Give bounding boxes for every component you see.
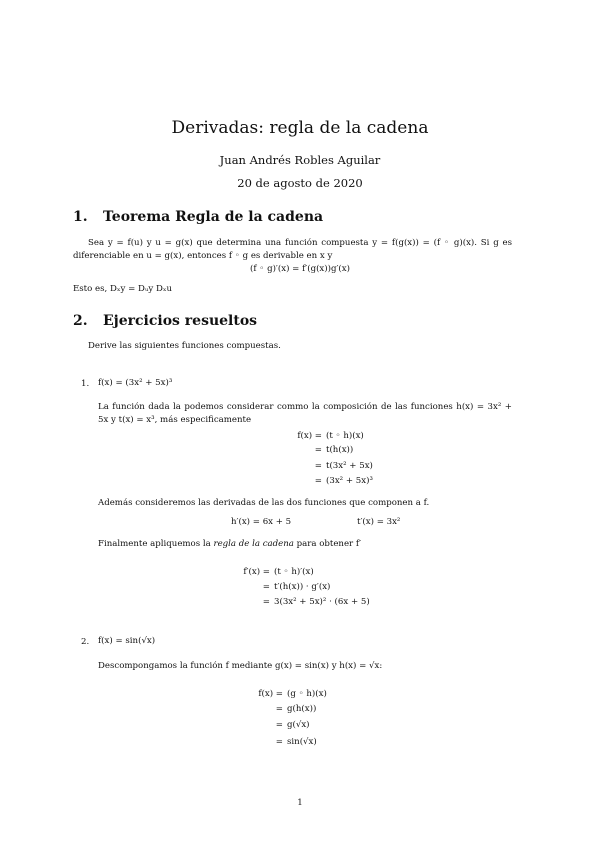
equation-lhs: =: [275, 704, 283, 714]
exercise-2-label: 2.: [81, 637, 90, 647]
chain-rule-formula: (f ◦ g)′(x) = f′(g(x))g′(x): [250, 264, 350, 274]
equation-rhs: g(h(x)): [287, 704, 317, 714]
equation-rhs: g(√x): [287, 720, 310, 730]
equation-lhs: =: [262, 597, 270, 607]
equation-rhs: t′(h(x)) · g′(x): [274, 582, 331, 592]
section-1-conclusion: Esto es, Dₓy = Dᵤy Dₓu: [73, 284, 173, 294]
exercise-1-statement: f(x) = (3x² + 5x)³: [98, 378, 173, 388]
equation-lhs: =: [314, 461, 322, 471]
section-1-number: 1.: [73, 209, 88, 225]
paragraph-text: Finalmente apliquemos la: [98, 539, 211, 549]
equation-rhs: sin(√x): [287, 737, 317, 747]
paper-date: 20 de agosto de 2020: [237, 176, 363, 190]
section-2-number: 2.: [73, 313, 88, 329]
equation-rhs: (t ◦ h)′(x): [274, 567, 314, 577]
emphasis-text: regla de la cadena: [213, 539, 294, 549]
section-1-paragraph: Sea y = f(u) y u = g(x) que determina una función compuesta y = f(g(x)) = (f ◦ g)(x). Si g es diferenciable en u = g(x), entonces f ◦ g es derivable en x y: [73, 238, 512, 261]
equation-rhs: 3(3x² + 5x)² · (6x + 5): [274, 597, 370, 607]
paper-title: Derivadas: regla de la cadena: [171, 118, 429, 138]
exercise-1-paragraph-2: Además consideremos las derivadas de las dos funciones que componen a f.: [98, 498, 430, 508]
exercise-2-statement: f(x) = sin(√x): [98, 636, 156, 646]
exercise-1-paragraph-3: [98, 538, 361, 550]
equation-rhs: (3x² + 5x)³: [326, 476, 373, 486]
section-2-title: Ejercicios resueltos: [103, 313, 258, 329]
equation-lhs: f(x) =: [258, 689, 283, 699]
exercise-1-label: 1.: [81, 379, 90, 389]
section-2-heading: [73, 313, 257, 329]
equation-lhs: =: [314, 445, 322, 455]
exercise-2-paragraph-1: Descompongamos la función f mediante g(x) = sin(x) y h(x) = √x:: [98, 661, 383, 671]
equation-rhs: (t ◦ h)(x): [326, 431, 364, 441]
equation-rhs: t(h(x)): [326, 445, 354, 455]
equation-lhs: =: [275, 737, 283, 747]
page-number: 1: [297, 798, 303, 808]
section-1-title: Teorema Regla de la cadena: [103, 209, 324, 225]
equation-lhs: f′(x) =: [243, 567, 270, 577]
equation-lhs: =: [275, 720, 283, 730]
derivative-h: h′(x) = 6x + 5: [231, 517, 292, 527]
derivative-t: t′(x) = 3x²: [357, 517, 401, 527]
paper-author: Juan Andrés Robles Aguilar: [219, 153, 381, 167]
exercise-1-paragraph-1: La función dada la podemos considerar commo la composición de las funciones h(x) = 3x² + 5x y t(x) = x³, más especificamente: [98, 402, 512, 425]
equation-rhs: (g ◦ h)(x): [287, 689, 327, 699]
equation-lhs: f(x) =: [297, 431, 322, 441]
equation-rhs: t(3x² + 5x): [326, 461, 373, 471]
equation-lhs: =: [314, 476, 322, 486]
paragraph-text: para obtener f′: [296, 539, 362, 549]
section-1-heading: [73, 209, 323, 225]
section-2-intro: Derive las siguientes funciones compuestas.: [88, 341, 281, 351]
equation-lhs: =: [262, 582, 270, 592]
